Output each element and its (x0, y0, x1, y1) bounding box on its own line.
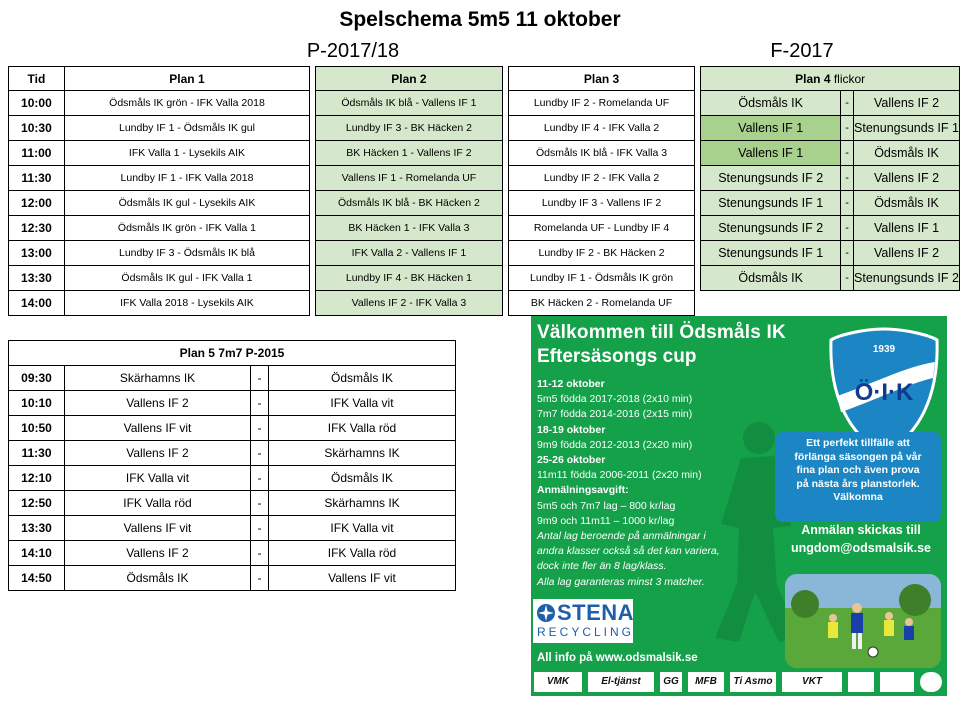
separator: - (251, 541, 269, 566)
sponsor-strip (534, 672, 944, 692)
match-time: 14:00 (9, 291, 65, 316)
schedule-row (9, 91, 960, 116)
poster-signup (775, 521, 947, 557)
plan4-separator: - (841, 216, 854, 241)
home-team: Vallens IF vit (65, 416, 251, 441)
schedule-row (9, 191, 960, 216)
schedule-row (9, 241, 960, 266)
away-team: Skärhamns IK (269, 441, 456, 466)
poster-heading: Välkommen till Ödsmåls IK (537, 322, 786, 343)
plan4-separator: - (841, 266, 854, 291)
stena-recycling-logo (533, 599, 633, 643)
schedule-row (9, 291, 960, 316)
sponsor-logo: VKT (782, 672, 842, 692)
away-team: IFK Valla röd (269, 416, 456, 441)
plan2-match: IFK Valla 2 - Vallens IF 1 (316, 241, 503, 266)
poster-line: Anmälningsavgift: (537, 484, 629, 497)
plan5-table (8, 340, 456, 591)
poster-line: 5m5 födda 2017-2018 (2x10 min) (537, 393, 693, 406)
plan1-match: IFK Valla 2018 - Lysekils AIK (64, 291, 309, 316)
plan5-row (9, 441, 456, 466)
schedule-row (9, 141, 960, 166)
home-team: Skärhamns IK (65, 366, 251, 391)
callout-line: fina plan och även prova (796, 464, 920, 477)
plan3-match: Lundby IF 2 - Romelanda UF (508, 91, 695, 116)
sponsor-logo: Ti Asmo (730, 672, 776, 692)
stena-mark-icon (536, 603, 556, 623)
plan2-match: Vallens IF 2 - IFK Valla 3 (316, 291, 503, 316)
plan3-match: Lundby IF 4 - IFK Valla 2 (508, 116, 695, 141)
away-team: IFK Valla vit (269, 516, 456, 541)
plan5-row (9, 416, 456, 441)
poster-line: 25-26 oktober (537, 454, 606, 467)
poster-subheading: Eftersäsongs cup (537, 346, 697, 367)
poster-line: andra klasser också så det kan variera, (537, 545, 720, 558)
plan1-match: Ödsmåls IK gul - IFK Valla 1 (64, 266, 309, 291)
away-team: IFK Valla vit (269, 391, 456, 416)
plan2-match: Lundby IF 3 - BK Häcken 2 (316, 116, 503, 141)
plan3-match: Lundby IF 2 - BK Häcken 2 (508, 241, 695, 266)
plan3-match: Ödsmåls IK blå - IFK Valla 3 (508, 141, 695, 166)
match-time: 12:30 (9, 216, 65, 241)
home-team: Vallens IF 2 (65, 391, 251, 416)
away-team: Skärhamns IK (269, 491, 456, 516)
poster-line: 9m9 och 11m11 – 1000 kr/lag (537, 514, 675, 527)
match-time: 13:30 (9, 266, 65, 291)
match-time: 11:00 (9, 141, 65, 166)
home-team: Vallens IF 2 (65, 541, 251, 566)
sponsor-logo: El-tjänst (588, 672, 654, 692)
schedule-header-row (9, 67, 960, 91)
poster-line: 18-19 oktober (537, 423, 606, 436)
home-team: IFK Valla vit (65, 466, 251, 491)
match-time: 10:00 (9, 91, 65, 116)
callout-line: på nästa års planstorlek. (796, 477, 920, 490)
group-label-p2017: P-2017/18 (306, 40, 400, 62)
plan2-match: Vallens IF 1 - Romelanda UF (316, 166, 503, 191)
plan5-row (9, 566, 456, 591)
plan1-match: Lundby IF 3 - Ödsmåls IK blå (64, 241, 309, 266)
header-plan1: Plan 1 (64, 67, 309, 91)
plan4-away-team: Vallens IF 2 (854, 166, 960, 191)
sponsor-logo (880, 672, 914, 692)
header-time: Tid (9, 67, 65, 91)
sponsor-logo: VMK (534, 672, 582, 692)
plan4-separator: - (841, 116, 854, 141)
plan4-home-team: Vallens IF 1 (701, 116, 841, 141)
plan2-match: Lundby IF 4 - BK Häcken 1 (316, 266, 503, 291)
plan2-match: BK Häcken 1 - Vallens IF 2 (316, 141, 503, 166)
plan4-away-team: Vallens IF 1 (854, 216, 960, 241)
separator: - (251, 366, 269, 391)
match-time: 13:30 (9, 516, 65, 541)
sponsor-logo: GG (660, 672, 682, 692)
sponsor-logo (920, 672, 942, 692)
plan4-separator: - (841, 141, 854, 166)
plan4-away-team: Vallens IF 2 (854, 241, 960, 266)
stena-text: STENA (557, 600, 635, 625)
separator: - (251, 491, 269, 516)
plan4-away-team: Stenungsunds IF 2 (854, 266, 960, 291)
schedule-row (9, 166, 960, 191)
away-team: IFK Valla röd (269, 541, 456, 566)
home-team: Vallens IF vit (65, 516, 251, 541)
plan1-match: Ödsmåls IK grön - IFK Valla 2018 (64, 91, 309, 116)
sponsor-logo: MFB (688, 672, 724, 692)
home-team: Ödsmåls IK (65, 566, 251, 591)
callout-line: Ett perfekt tillfälle att (806, 437, 910, 449)
away-team: Vallens IF vit (269, 566, 456, 591)
separator: - (251, 416, 269, 441)
match-time: 10:30 (9, 116, 65, 141)
plan1-match: Lundby IF 1 - IFK Valla 2018 (64, 166, 309, 191)
plan4-home-team: Vallens IF 1 (701, 141, 841, 166)
plan1-match: Lundby IF 1 - Ödsmåls IK gul (64, 116, 309, 141)
group-label-f2017: F-2017 (770, 40, 834, 62)
match-time: 12:50 (9, 491, 65, 516)
signup-line: Anmälan skickas till (801, 523, 921, 537)
plan4-home-team: Stenungsunds IF 1 (701, 191, 841, 216)
match-time: 11:30 (9, 441, 65, 466)
away-team: Ödsmåls IK (269, 466, 456, 491)
schedule-row (9, 266, 960, 291)
sponsor-logo (848, 672, 874, 692)
plan4-away-team: Stenungsunds IF 1 (854, 116, 960, 141)
callout-line: Välkomna (833, 491, 883, 504)
poster-line: Antal lag beroende på anmälningar i (537, 530, 706, 543)
separator: - (251, 516, 269, 541)
plan5-row (9, 516, 456, 541)
match-time: 11:30 (9, 166, 65, 191)
plan5-header-row (9, 341, 456, 366)
plan5-row (9, 366, 456, 391)
separator: - (251, 466, 269, 491)
plan4-home-team: Ödsmåls IK (701, 266, 841, 291)
separator: - (251, 441, 269, 466)
plan1-match: Ödsmåls IK gul - Lysekils AIK (64, 191, 309, 216)
home-team: IFK Valla röd (65, 491, 251, 516)
plan5-row (9, 466, 456, 491)
poster-line: dock inte fler än 8 lag/klass. (537, 560, 667, 573)
plan1-match: IFK Valla 1 - Lysekils AIK (64, 141, 309, 166)
schedule-row (9, 116, 960, 141)
cup-poster (531, 316, 947, 696)
plan4-home-team: Ödsmåls IK (701, 91, 841, 116)
poster-line: 9m9 födda 2012-2013 (2x20 min) (537, 438, 693, 451)
plan4-home-team: Stenungsunds IF 1 (701, 241, 841, 266)
header-plan3: Plan 3 (508, 67, 695, 91)
separator: - (251, 566, 269, 591)
plan2-match: Ödsmåls IK blå - BK Häcken 2 (316, 191, 503, 216)
plan4-separator: - (841, 241, 854, 266)
match-time: 10:50 (9, 416, 65, 441)
plan3-match: Lundby IF 3 - Vallens IF 2 (508, 191, 695, 216)
schedule-table (8, 66, 960, 316)
plan4-separator: - (841, 91, 854, 116)
match-time: 09:30 (9, 366, 65, 391)
header-plan2: Plan 2 (316, 67, 503, 91)
callout-line: förlänga säsongen på vår (794, 450, 922, 463)
plan4-home-team: Stenungsunds IF 2 (701, 166, 841, 191)
poster-line: 5m5 och 7m7 lag – 800 kr/lag (537, 499, 676, 512)
poster-info-link[interactable]: All info på www.odsmalsik.se (537, 652, 698, 664)
plan1-match: Ödsmåls IK grön - IFK Valla 1 (64, 216, 309, 241)
plan4-home-team: Stenungsunds IF 2 (701, 216, 841, 241)
match-time: 10:10 (9, 391, 65, 416)
plan3-match: Romelanda UF - Lundby IF 4 (508, 216, 695, 241)
kids-football-photo (785, 574, 941, 668)
recycling-text: RECYCLING (537, 625, 635, 639)
plan3-match: Lundby IF 1 - Ödsmåls IK grön (508, 266, 695, 291)
crest-text: Ö·I·K (854, 379, 914, 406)
poster-line: 11m11 födda 2006-2011 (2x20 min) (537, 469, 702, 482)
match-time: 12:00 (9, 191, 65, 216)
away-team: Ödsmåls IK (269, 366, 456, 391)
plan5-row (9, 391, 456, 416)
plan4-away-team: Ödsmåls IK (854, 141, 960, 166)
separator: - (251, 391, 269, 416)
plan5-row (9, 491, 456, 516)
plan3-match: Lundby IF 2 - IFK Valla 2 (508, 166, 695, 191)
match-time: 13:00 (9, 241, 65, 266)
poster-details (537, 377, 787, 590)
plan4-separator: - (841, 191, 854, 216)
schedule-row (9, 216, 960, 241)
plan5-row (9, 541, 456, 566)
plan4-away-team: Vallens IF 2 (854, 91, 960, 116)
crest-year: 1939 (872, 344, 896, 355)
plan2-match: BK Häcken 1 - IFK Valla 3 (316, 216, 503, 241)
poster-line: Alla lag garanteras minst 3 matcher. (537, 575, 705, 588)
poster-callout (775, 432, 941, 522)
page-title: Spelschema 5m5 11 oktober (339, 8, 621, 31)
poster-line: 7m7 födda 2014-2016 (2x15 min) (537, 408, 693, 421)
plan4-away-team: Ödsmåls IK (854, 191, 960, 216)
plan2-match: Ödsmåls IK blå - Vallens IF 1 (316, 91, 503, 116)
plan3-match: BK Häcken 2 - Romelanda UF (508, 291, 695, 316)
plan4-separator: - (841, 166, 854, 191)
header-plan4: Plan 4 flickor (701, 67, 960, 91)
match-time: 14:50 (9, 566, 65, 591)
poster-line: 11-12 oktober (537, 378, 605, 390)
home-team: Vallens IF 2 (65, 441, 251, 466)
plan5-header: Plan 5 7m7 P-2015 (9, 341, 456, 366)
signup-email[interactable]: ungdom@odsmalsik.se (791, 541, 931, 555)
match-time: 12:10 (9, 466, 65, 491)
match-time: 14:10 (9, 541, 65, 566)
